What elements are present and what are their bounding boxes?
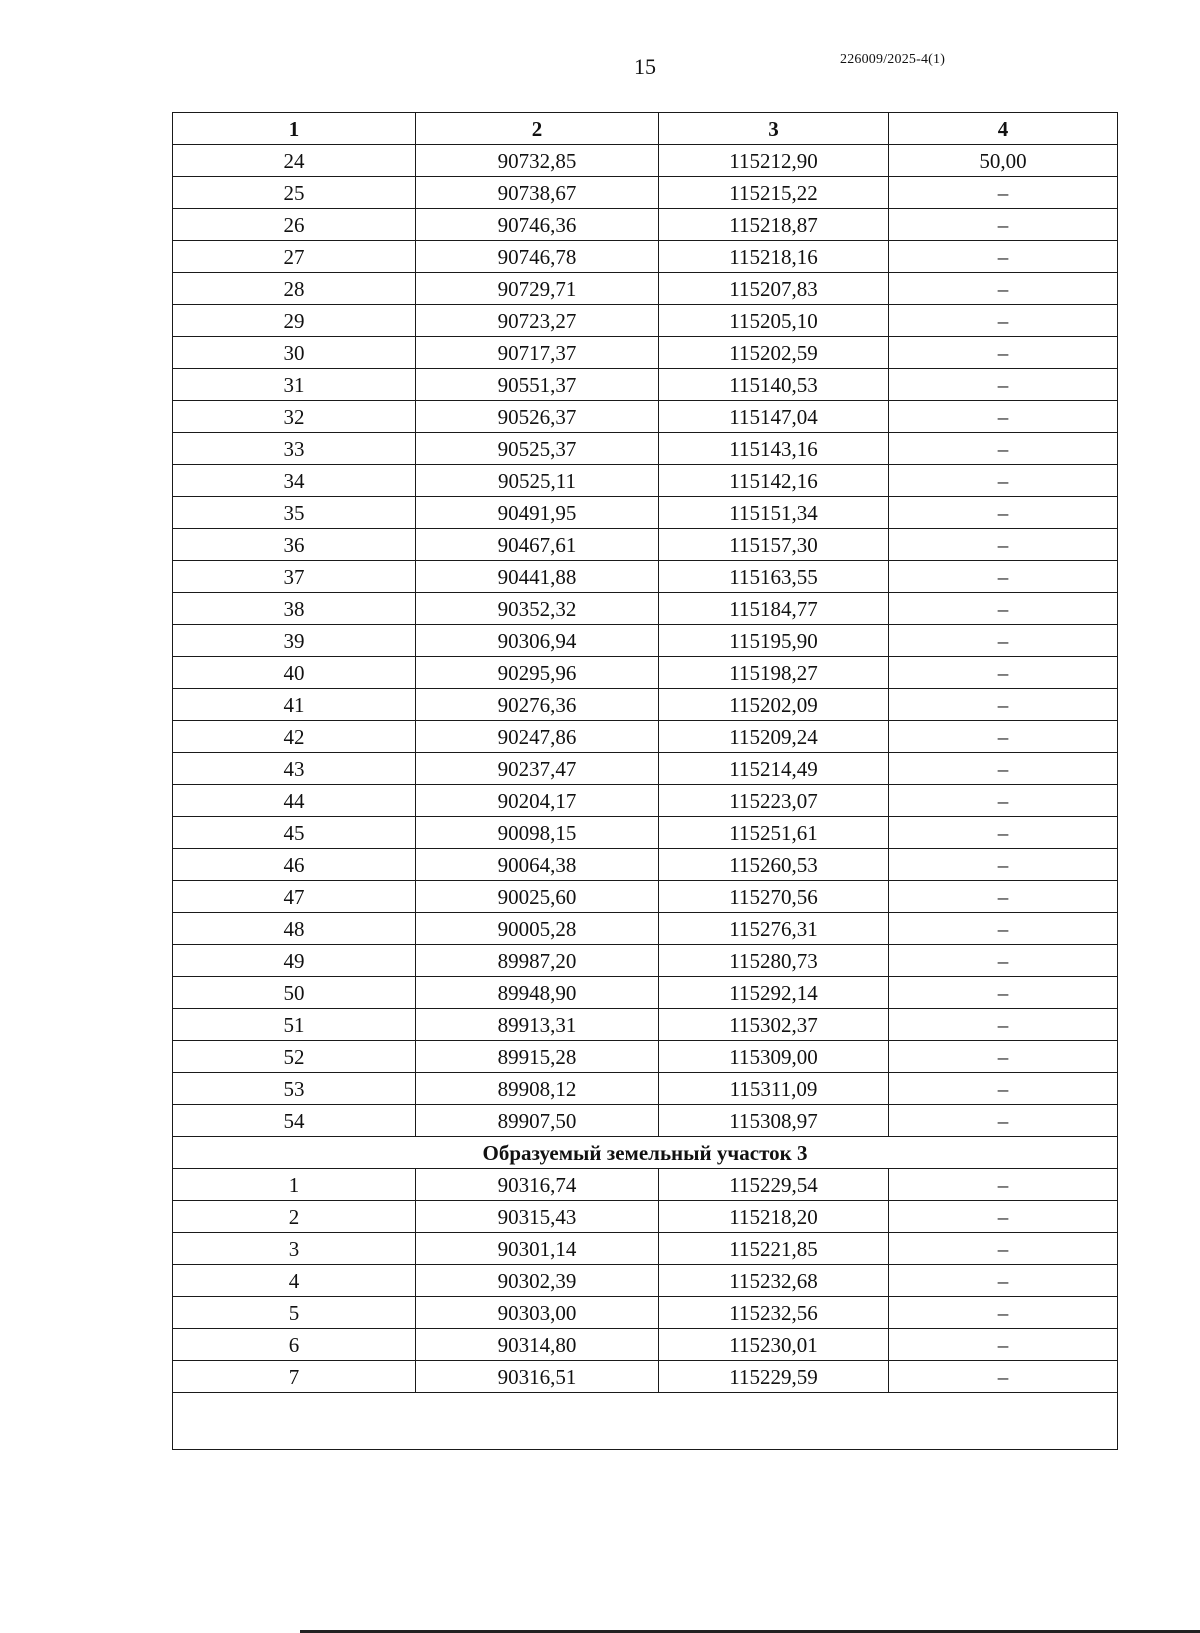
blank-cell	[173, 1393, 1118, 1450]
point-number-cell: 48	[173, 913, 416, 945]
distance-cell: –	[889, 1041, 1118, 1073]
point-number-cell: 31	[173, 369, 416, 401]
x-coordinate-cell: 90204,17	[416, 785, 659, 817]
table-row	[173, 881, 1118, 913]
x-coordinate-cell: 90723,27	[416, 305, 659, 337]
y-coordinate-cell: 115232,68	[659, 1265, 889, 1297]
point-number-cell: 29	[173, 305, 416, 337]
y-coordinate-cell: 115292,14	[659, 977, 889, 1009]
x-coordinate-cell: 90746,78	[416, 241, 659, 273]
table-row	[173, 273, 1118, 305]
distance-cell: –	[889, 1361, 1118, 1393]
x-coordinate-cell: 90306,94	[416, 625, 659, 657]
table-row	[173, 753, 1118, 785]
distance-cell: –	[889, 337, 1118, 369]
y-coordinate-cell: 115218,87	[659, 209, 889, 241]
x-coordinate-cell: 90302,39	[416, 1265, 659, 1297]
x-coordinate-cell: 90064,38	[416, 849, 659, 881]
distance-cell: –	[889, 1073, 1118, 1105]
y-coordinate-cell: 115202,59	[659, 337, 889, 369]
y-coordinate-cell: 115151,34	[659, 497, 889, 529]
y-coordinate-cell: 115218,20	[659, 1201, 889, 1233]
table-row	[173, 369, 1118, 401]
point-number-cell: 43	[173, 753, 416, 785]
column-header: 2	[416, 113, 659, 145]
point-number-cell: 32	[173, 401, 416, 433]
table-row	[173, 1041, 1118, 1073]
x-coordinate-cell: 90316,74	[416, 1169, 659, 1201]
table-row	[173, 209, 1118, 241]
distance-cell: 50,00	[889, 145, 1118, 177]
y-coordinate-cell: 115260,53	[659, 849, 889, 881]
x-coordinate-cell: 90717,37	[416, 337, 659, 369]
distance-cell: –	[889, 561, 1118, 593]
distance-cell: –	[889, 241, 1118, 273]
y-coordinate-cell: 115140,53	[659, 369, 889, 401]
table-row	[173, 1265, 1118, 1297]
point-number-cell: 50	[173, 977, 416, 1009]
point-number-cell: 41	[173, 689, 416, 721]
y-coordinate-cell: 115215,22	[659, 177, 889, 209]
point-number-cell: 47	[173, 881, 416, 913]
distance-cell: –	[889, 785, 1118, 817]
distance-cell: –	[889, 1169, 1118, 1201]
y-coordinate-cell: 115195,90	[659, 625, 889, 657]
y-coordinate-cell: 115308,97	[659, 1105, 889, 1137]
distance-cell: –	[889, 689, 1118, 721]
table-row	[173, 145, 1118, 177]
point-number-cell: 24	[173, 145, 416, 177]
table-row	[173, 817, 1118, 849]
point-number-cell: 34	[173, 465, 416, 497]
point-number-cell: 7	[173, 1361, 416, 1393]
distance-cell: –	[889, 913, 1118, 945]
distance-cell: –	[889, 977, 1118, 1009]
x-coordinate-cell: 89915,28	[416, 1041, 659, 1073]
x-coordinate-cell: 90237,47	[416, 753, 659, 785]
point-number-cell: 49	[173, 945, 416, 977]
column-header: 1	[173, 113, 416, 145]
x-coordinate-cell: 89907,50	[416, 1105, 659, 1137]
x-coordinate-cell: 89948,90	[416, 977, 659, 1009]
y-coordinate-cell: 115198,27	[659, 657, 889, 689]
distance-cell: –	[889, 529, 1118, 561]
table-row	[173, 1105, 1118, 1137]
y-coordinate-cell: 115280,73	[659, 945, 889, 977]
table-row	[173, 593, 1118, 625]
point-number-cell: 3	[173, 1233, 416, 1265]
x-coordinate-cell: 90551,37	[416, 369, 659, 401]
x-coordinate-cell: 89908,12	[416, 1073, 659, 1105]
x-coordinate-cell: 90746,36	[416, 209, 659, 241]
table-row	[173, 849, 1118, 881]
x-coordinate-cell: 90315,43	[416, 1201, 659, 1233]
distance-cell: –	[889, 1329, 1118, 1361]
distance-cell: –	[889, 817, 1118, 849]
point-number-cell: 38	[173, 593, 416, 625]
point-number-cell: 4	[173, 1265, 416, 1297]
table-row	[173, 1009, 1118, 1041]
distance-cell: –	[889, 881, 1118, 913]
y-coordinate-cell: 115202,09	[659, 689, 889, 721]
point-number-cell: 35	[173, 497, 416, 529]
table-row	[173, 241, 1118, 273]
distance-cell: –	[889, 209, 1118, 241]
table-row	[173, 945, 1118, 977]
table-row	[173, 1361, 1118, 1393]
point-number-cell: 27	[173, 241, 416, 273]
point-number-cell: 30	[173, 337, 416, 369]
column-header: 4	[889, 113, 1118, 145]
table-row	[173, 465, 1118, 497]
x-coordinate-cell: 90025,60	[416, 881, 659, 913]
distance-cell: –	[889, 465, 1118, 497]
point-number-cell: 40	[173, 657, 416, 689]
table-row	[173, 1329, 1118, 1361]
table-row	[173, 1201, 1118, 1233]
point-number-cell: 33	[173, 433, 416, 465]
x-coordinate-cell: 90303,00	[416, 1297, 659, 1329]
column-header: 3	[659, 113, 889, 145]
x-coordinate-cell: 90301,14	[416, 1233, 659, 1265]
distance-cell: –	[889, 1265, 1118, 1297]
page-number: 15	[634, 54, 656, 79]
table-row	[173, 657, 1118, 689]
table-row	[173, 1169, 1118, 1201]
x-coordinate-cell: 90295,96	[416, 657, 659, 689]
y-coordinate-cell: 115270,56	[659, 881, 889, 913]
x-coordinate-cell: 90314,80	[416, 1329, 659, 1361]
section-title-row	[173, 1137, 1118, 1169]
point-number-cell: 6	[173, 1329, 416, 1361]
table-row	[173, 721, 1118, 753]
y-coordinate-cell: 115229,54	[659, 1169, 889, 1201]
x-coordinate-cell: 89987,20	[416, 945, 659, 977]
y-coordinate-cell: 115209,24	[659, 721, 889, 753]
point-number-cell: 28	[173, 273, 416, 305]
table-row	[173, 337, 1118, 369]
distance-cell: –	[889, 1009, 1118, 1041]
point-number-cell: 5	[173, 1297, 416, 1329]
point-number-cell: 26	[173, 209, 416, 241]
table-header-row	[173, 113, 1118, 145]
table-row	[173, 625, 1118, 657]
x-coordinate-cell: 90491,95	[416, 497, 659, 529]
y-coordinate-cell: 115157,30	[659, 529, 889, 561]
point-number-cell: 39	[173, 625, 416, 657]
coordinates-table	[172, 112, 1118, 1450]
distance-cell: –	[889, 433, 1118, 465]
point-number-cell: 51	[173, 1009, 416, 1041]
y-coordinate-cell: 115230,01	[659, 1329, 889, 1361]
table-row	[173, 529, 1118, 561]
y-coordinate-cell: 115309,00	[659, 1041, 889, 1073]
distance-cell: –	[889, 1297, 1118, 1329]
distance-cell: –	[889, 273, 1118, 305]
table-row	[173, 1297, 1118, 1329]
y-coordinate-cell: 115229,59	[659, 1361, 889, 1393]
point-number-cell: 45	[173, 817, 416, 849]
distance-cell: –	[889, 401, 1118, 433]
y-coordinate-cell: 115214,49	[659, 753, 889, 785]
point-number-cell: 1	[173, 1169, 416, 1201]
distance-cell: –	[889, 1233, 1118, 1265]
point-number-cell: 25	[173, 177, 416, 209]
distance-cell: –	[889, 1201, 1118, 1233]
x-coordinate-cell: 90732,85	[416, 145, 659, 177]
table-row	[173, 401, 1118, 433]
distance-cell: –	[889, 625, 1118, 657]
x-coordinate-cell: 90729,71	[416, 273, 659, 305]
y-coordinate-cell: 115147,04	[659, 401, 889, 433]
x-coordinate-cell: 90525,11	[416, 465, 659, 497]
table-row	[173, 913, 1118, 945]
y-coordinate-cell: 115212,90	[659, 145, 889, 177]
x-coordinate-cell: 90276,36	[416, 689, 659, 721]
point-number-cell: 2	[173, 1201, 416, 1233]
point-number-cell: 46	[173, 849, 416, 881]
table-row	[173, 1073, 1118, 1105]
y-coordinate-cell: 115251,61	[659, 817, 889, 849]
x-coordinate-cell: 90441,88	[416, 561, 659, 593]
table-row	[173, 977, 1118, 1009]
distance-cell: –	[889, 849, 1118, 881]
y-coordinate-cell: 115311,09	[659, 1073, 889, 1105]
y-coordinate-cell: 115276,31	[659, 913, 889, 945]
x-coordinate-cell: 90467,61	[416, 529, 659, 561]
distance-cell: –	[889, 497, 1118, 529]
x-coordinate-cell: 90526,37	[416, 401, 659, 433]
distance-cell: –	[889, 657, 1118, 689]
y-coordinate-cell: 115221,85	[659, 1233, 889, 1265]
distance-cell: –	[889, 593, 1118, 625]
point-number-cell: 44	[173, 785, 416, 817]
y-coordinate-cell: 115142,16	[659, 465, 889, 497]
distance-cell: –	[889, 945, 1118, 977]
x-coordinate-cell: 90247,86	[416, 721, 659, 753]
y-coordinate-cell: 115163,55	[659, 561, 889, 593]
y-coordinate-cell: 115205,10	[659, 305, 889, 337]
x-coordinate-cell: 90525,37	[416, 433, 659, 465]
y-coordinate-cell: 115184,77	[659, 593, 889, 625]
distance-cell: –	[889, 753, 1118, 785]
x-coordinate-cell: 90352,32	[416, 593, 659, 625]
distance-cell: –	[889, 369, 1118, 401]
y-coordinate-cell: 115223,07	[659, 785, 889, 817]
point-number-cell: 53	[173, 1073, 416, 1105]
table-row	[173, 689, 1118, 721]
distance-cell: –	[889, 1105, 1118, 1137]
section-title: Образуемый земельный участок 3	[173, 1137, 1118, 1169]
table-row	[173, 785, 1118, 817]
point-number-cell: 36	[173, 529, 416, 561]
table-row	[173, 433, 1118, 465]
x-coordinate-cell: 90738,67	[416, 177, 659, 209]
y-coordinate-cell: 115218,16	[659, 241, 889, 273]
document-reference: 226009/2025-4(1)	[840, 52, 946, 67]
point-number-cell: 42	[173, 721, 416, 753]
table-row	[173, 177, 1118, 209]
distance-cell: –	[889, 721, 1118, 753]
blank-row	[173, 1393, 1118, 1450]
table-row	[173, 497, 1118, 529]
point-number-cell: 54	[173, 1105, 416, 1137]
y-coordinate-cell: 115143,16	[659, 433, 889, 465]
distance-cell: –	[889, 177, 1118, 209]
distance-cell: –	[889, 305, 1118, 337]
table-row	[173, 1233, 1118, 1265]
table-row	[173, 561, 1118, 593]
y-coordinate-cell: 115207,83	[659, 273, 889, 305]
point-number-cell: 52	[173, 1041, 416, 1073]
table-row	[173, 305, 1118, 337]
y-coordinate-cell: 115302,37	[659, 1009, 889, 1041]
x-coordinate-cell: 89913,31	[416, 1009, 659, 1041]
x-coordinate-cell: 90005,28	[416, 913, 659, 945]
y-coordinate-cell: 115232,56	[659, 1297, 889, 1329]
x-coordinate-cell: 90316,51	[416, 1361, 659, 1393]
x-coordinate-cell: 90098,15	[416, 817, 659, 849]
point-number-cell: 37	[173, 561, 416, 593]
